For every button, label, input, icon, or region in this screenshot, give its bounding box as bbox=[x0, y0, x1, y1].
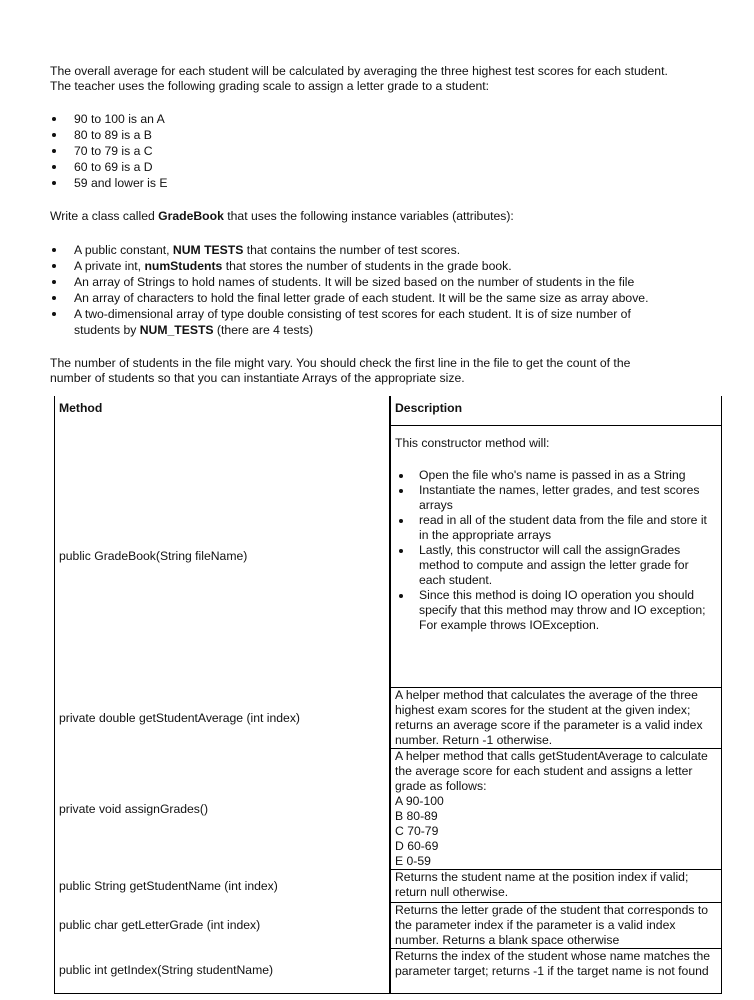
bullet-icon bbox=[52, 181, 56, 185]
table-row bbox=[55, 749, 722, 870]
list-item: 90 to 100 is an A bbox=[50, 111, 720, 127]
list-item: 59 and lower is E bbox=[50, 175, 720, 191]
list-item: Open the file who's name is passed in as a String bbox=[395, 468, 717, 483]
method-description: Returns the index of the student whose name matches the parameter target; returns -1 if the target name is not found bbox=[390, 949, 722, 994]
list-item: 80 to 89 is a B bbox=[50, 127, 720, 143]
table-row bbox=[55, 903, 722, 949]
method-name: private void assignGrades() bbox=[55, 749, 391, 870]
bullet-icon bbox=[52, 133, 56, 137]
list-item: Since this method is doing IO operation you should specify that this method may throw and IO exception; For example throws IOException. bbox=[395, 588, 717, 633]
list-item: A private int, numStudents that stores the number of students in the grade book. bbox=[50, 258, 720, 274]
description-header: Description bbox=[390, 396, 722, 425]
method-description: Returns the letter grade of the student that corresponds to the parameter index if the parameter is a valid index number. Returns a blank space otherwise bbox=[390, 903, 722, 949]
method-description: This constructor method will: Open the file who's name is passed in as a String Instantiate the names, letter grades, and test scores arrays read in all of the student data from the file and store it in the appropriate arrays Lastly, this constructor will call the assignGrades method to compute and assign the letter grade for each student. Since this method is doing IO operation you should specify that this method may throw and IO exception; For example throws IOException. bbox=[390, 425, 722, 688]
attributes-list bbox=[50, 242, 720, 338]
bullet-icon bbox=[52, 117, 56, 121]
bullet-icon bbox=[52, 264, 56, 268]
method-description: A helper method that calculates the average of the three highest exam scores for the student at the given index; returns an average score if the parameter is a valid index number. Return -1 otherwise. bbox=[390, 688, 722, 749]
constructor-steps bbox=[395, 468, 721, 633]
method-description: Returns the student name at the position index if valid; return null otherwise. bbox=[390, 870, 722, 903]
list-item: 70 to 79 is a C bbox=[50, 143, 720, 159]
list-item: An array of Strings to hold names of students. It will be sized based on the number of students in the file bbox=[50, 274, 720, 290]
intro-line-1: The overall average for each student will be calculated by averaging the three highest test scores for each student. bbox=[50, 64, 668, 78]
table-row bbox=[55, 870, 722, 903]
table-row bbox=[55, 688, 722, 749]
bullet-icon bbox=[399, 474, 403, 478]
intro-line-2: The teacher uses the following grading scale to assign a letter grade to a student: bbox=[50, 79, 490, 93]
method-name: private double getStudentAverage (int index) bbox=[55, 688, 391, 749]
bullet-icon bbox=[399, 519, 403, 523]
note-paragraph: The number of students in the file might vary. You should check the first line in the file to get the count of the number of students so that you can instantiate Arrays of the appropriate size. bbox=[50, 356, 631, 385]
bullet-icon bbox=[52, 149, 56, 153]
list-item: read in all of the student data from the file and store it in the appropriate arrays bbox=[395, 513, 717, 543]
table-row bbox=[55, 949, 722, 994]
method-name: public int getIndex(String studentName) bbox=[55, 949, 391, 994]
list-item: 60 to 69 is a D bbox=[50, 159, 720, 175]
bullet-icon bbox=[399, 594, 403, 598]
table-row bbox=[55, 425, 722, 688]
bullet-icon bbox=[399, 489, 403, 493]
bullet-icon bbox=[52, 280, 56, 284]
list-item: A public constant, NUM TESTS that contains the number of test scores. bbox=[50, 242, 720, 258]
bullet-icon bbox=[52, 296, 56, 300]
grading-scale-list bbox=[50, 111, 720, 191]
intro-paragraph bbox=[50, 64, 720, 94]
bullet-icon bbox=[52, 312, 56, 316]
bullet-icon bbox=[399, 549, 403, 553]
document-body bbox=[50, 64, 720, 386]
class-paragraph: Write a class called GradeBook that uses the following instance variables (attributes): bbox=[50, 209, 514, 223]
class-name: GradeBook bbox=[158, 209, 224, 223]
bullet-icon bbox=[52, 165, 56, 169]
bullet-icon bbox=[52, 248, 56, 252]
methods-table bbox=[54, 396, 722, 994]
method-name: public String getStudentName (int index) bbox=[55, 870, 391, 903]
method-name: public GradeBook(String fileName) bbox=[55, 425, 391, 688]
method-name: public char getLetterGrade (int index) bbox=[55, 903, 391, 949]
method-header: Method bbox=[55, 396, 391, 425]
list-item: Instantiate the names, letter grades, and test scores arrays bbox=[395, 483, 717, 513]
list-item: Lastly, this constructor will call the assignGrades method to compute and assign the letter grade for each student. bbox=[395, 543, 717, 588]
method-description: A helper method that calls getStudentAverage to calculate the average score for each student and assigns a letter grade as follows: A 90-100 B 80-89 C 70-79 D 60-69 E 0-59 bbox=[390, 749, 722, 870]
list-item: A two-dimensional array of type double consisting of test scores for each student. It is of size number of students by NUM_TESTS (there are 4 tests) bbox=[50, 306, 670, 338]
list-item: An array of characters to hold the final letter grade of each student. It will be the same size as array above. bbox=[50, 290, 720, 306]
